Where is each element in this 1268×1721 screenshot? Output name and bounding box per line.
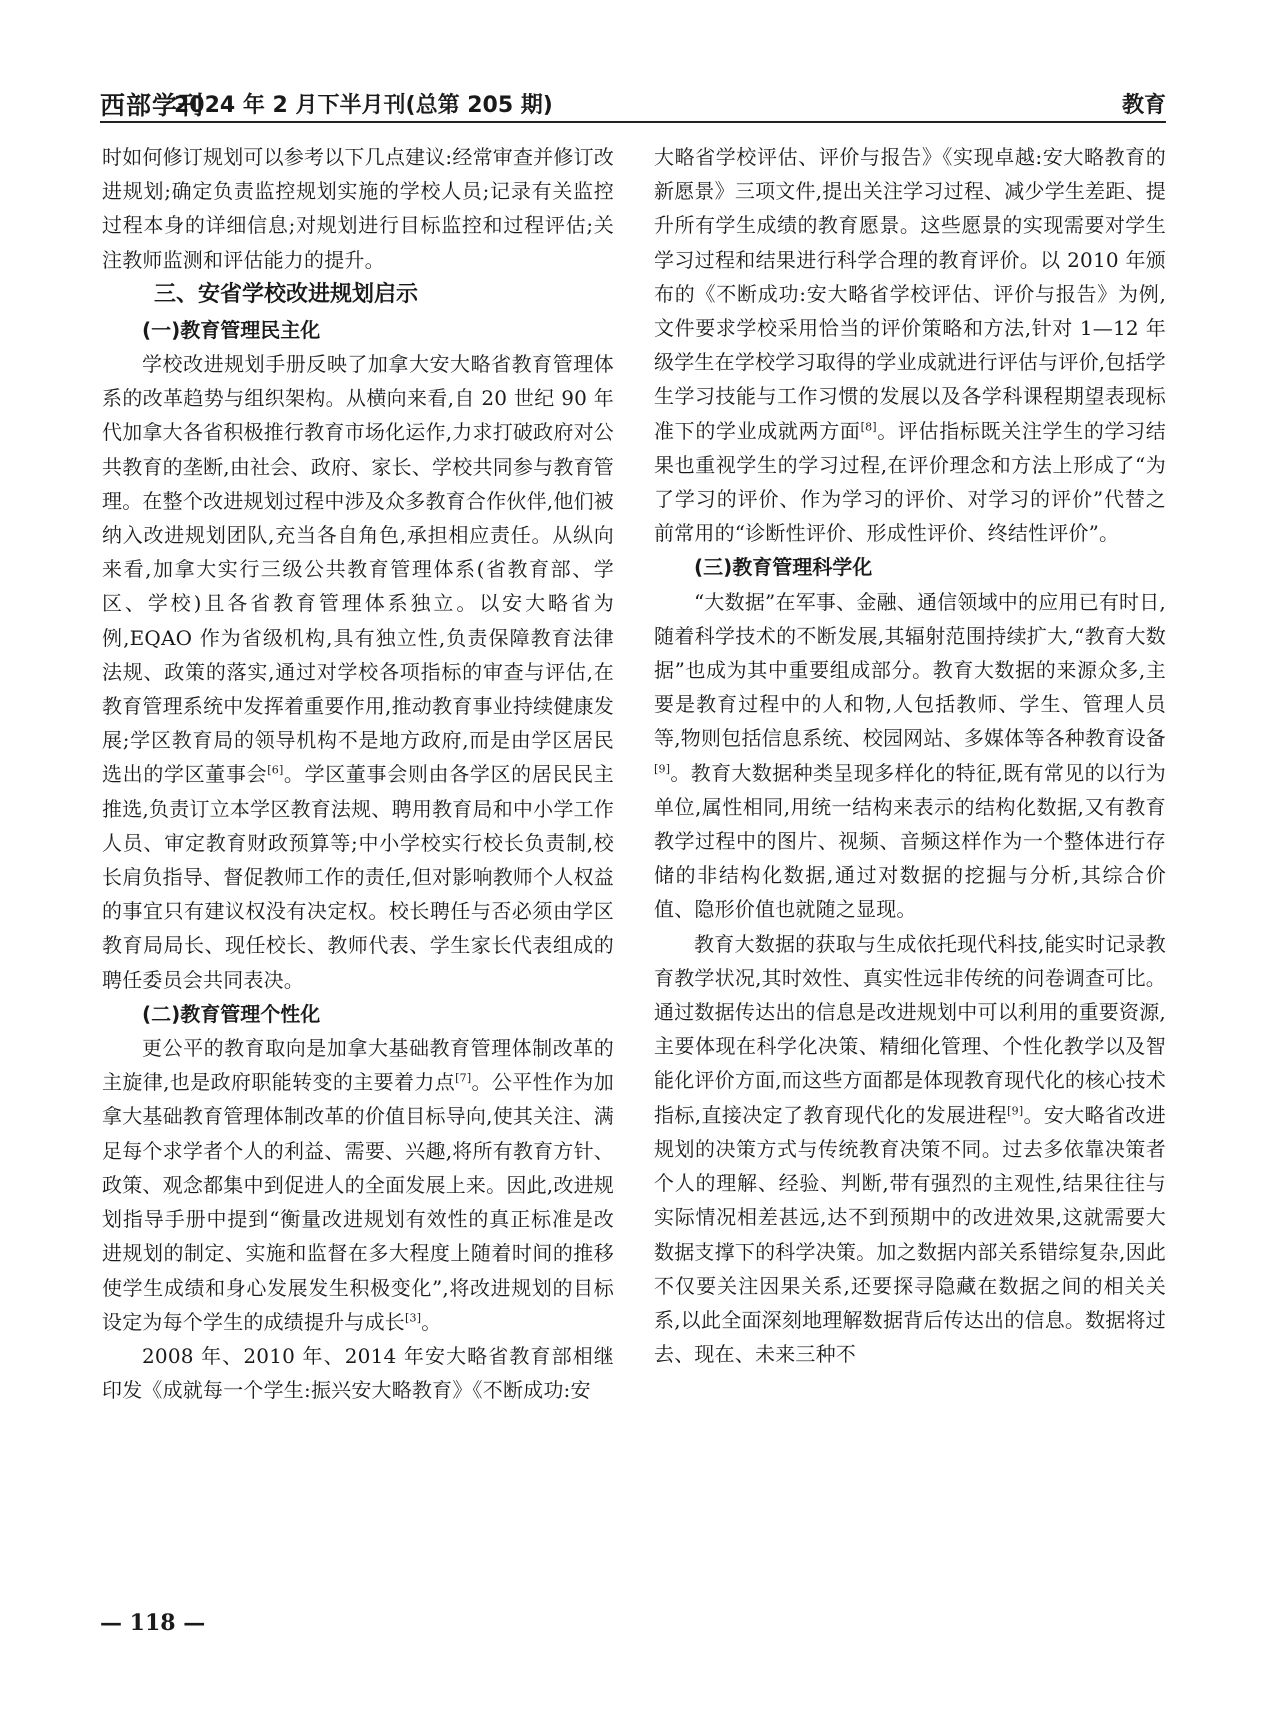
citation: [8] [860,419,877,433]
citation: [3] [405,1311,422,1325]
citation: [6] [267,763,284,777]
paragraph: 时如何修订规划可以参考以下几点建议:经常审查并修订改进规划;确定负责监控规划实施的学校人员;记录有关监控过程本身的详细信息;对规划进行目标监控和过程评估;关注教师监测和评估能力的提升。 [102,145,614,272]
paragraph [654,585,1166,927]
text-run: 学校改进规划手册反映了加拿大安大略省教育管理体系的改革趋势与组织架构。从横向来看,自 20 世纪 90 年代加拿大各省积极推行教育市场化运作,力求打破政府对公共教育的垄断,由社会、政府、家长、学校共同参与教育管理。在整个改进规划过程中涉及众多教育合作伙伴,他们被纳入改进规划团队,充当各自角色,承担相应责任。从纵向来看,加拿大实行三级公共教育管理体系(省教育部、学区、学校)且各省教育管理体系独立。以安大略省为例,EQAO 作为省级机构,具有独立性,负责保障教育法律法规、政策的落实,通过对学校各项指标的审查与评估,在教育管理系统中发挥着重要作用,推动教育事业持续健康发展;学区教育局的领导机构不是地方政府,而是由学区居民选出的学区董事会 [102,352,614,787]
page-header [100,86,1166,120]
paragraph [654,140,1166,550]
text-run: 。公平性作为加拿大基础教育管理体制改革的价值目标导向,使其关注、满足每个求学者个人的利益、需要、兴趣,将所有教育方针、政策、观念都集中到促进人的全面发展上来。因此,改进规划指导手册中提到“衡量改进规划有效性的真正标准是改进规划的制定、实施和监督在多大程度上随着时间的推移使学生成绩和身心发展发生积极变化”,将改进规划的目标设定为每个学生的成绩提升与成长 [102,1070,614,1334]
issue-info: 2024 年 2 月下半月刊(总第 205 期) [174,93,553,118]
text-run: 更公平的教育取向是加拿大基础教育管理体制改革的主旋律,也是政府职能转变的主要着力点 [102,1036,614,1095]
section-label: 教育 [1121,93,1166,118]
text-run: “大数据”在军事、金融、通信领域中的应用已有时日,随着科学技术的不断发展,其辐射范围持续扩大,“教育大数据”也成为其中重要组成部分。教育大数据的来源众多,主要是教育过程中的人和物,人包括教师、学生、管理人员等,物则包括信息系统、校园网站、多媒体等各种教育设备 [654,589,1166,751]
text-run: 。评估指标既关注学生的学习结果也重视学生的学习过程,在评价理念和方法上形成了“为了学习的评价、作为学习的评价、对学习的评价”代替之前常用的“诊断性评价、形成性评价、终结性评价”。 [654,418,1166,546]
page-number: — 118 — [100,1610,206,1636]
text-run: 。安大略省改进规划的决策方式与传统教育决策不同。过去多依靠决策者个人的理解、经验、判断,带有强烈的主观性,结果往往与实际情况相差甚远,达不到预期中的改进效果,这就需要大数据支撑下的科学决策。加之数据内部关系错综复杂,因此不仅要关注因果关系,还要探寻隐藏在数据之间的相关关系,以此全面深刻地理解数据背后传达出的信息。数据将过去、现在、未来三种不 [654,1102,1166,1367]
citation: [9] [1007,1104,1024,1118]
subsection-heading: (二)教育管理个性化 [142,1001,321,1026]
text-run: 。学区董事会则由各学区的居民民主推选,负责订立本学区教育法规、聘用教育局和中小学工作人员、审定教育财政预算等;中小学校实行校长负责制,校长肩负指导、督促教师工作的责任,但对影响教师个人权益的事宜只有建议权没有决定权。校长聘任与否必须由学区教育局局长、现任校长、教师代表、学生家长代表组成的聘任委员会共同表决。 [102,762,615,992]
right-column [654,140,1166,1640]
paragraph [654,927,1166,1372]
citation: [7] [455,1071,472,1085]
text-run: 。 [421,1309,442,1334]
paragraph [102,1031,614,1339]
left-column [102,140,614,1640]
text-run: 教育大数据的获取与生成依托现代科技,能实时记录教育教学状况,其时效性、真实性远非传统的问卷调查可比。通过数据传达出的信息是改进规划中可以利用的重要资源,主要体现在科学化决策、精细化管理、个性化教学以及智能化评价方面,而这些方面都是体现教育现代化的核心技术指标,直接决定了教育现代化的发展进程 [654,931,1166,1127]
journal-masthead-logo: 西部学刊 [100,91,205,120]
text-run: 大略省学校评估、评价与报告》《实现卓越:安大略教育的新愿景》三项文件,提出关注学习过程、减少学生差距、提升所有学生成绩的教育愿景。这些愿景的实现需要对学生学习过程和结果进行科学合理的教育评价。以 2010 年颁布的《不断成功:安大略省学校评估、评价与报告》为例,文件要求学校采用恰当的评价策略和方法,针对 1—12 年级学生在学校学习取得的学业成就进行评估与评价,包括学生学习技能与工作习惯的发展以及各学科课程期望表现标准下的学业成就两方面 [654,145,1166,443]
paragraph [102,347,614,997]
subsection-heading: (一)教育管理民主化 [142,317,321,342]
header-divider [100,121,1166,123]
text-run: 。教育大数据种类呈现多样化的特征,既有常见的以行为单位,属性相同,用统一结构来表示的结构化数据,又有教育教学过程中的图片、视频、音频这样作为一个整体进行存储的非结构化数据,通过对数据的挖掘与分析,其综合价值、隐形价值也就随之显现。 [654,760,1166,922]
subsection-heading: (三)教育管理科学化 [694,555,873,580]
paragraph: 2008 年、2010 年、2014 年安大略省教育部相继印发《成就每一个学生:振兴安大略教育》《不断成功:安 [102,1343,614,1403]
citation: [9] [654,762,671,775]
section-heading: 三、安省学校改进规划启示 [154,281,419,307]
